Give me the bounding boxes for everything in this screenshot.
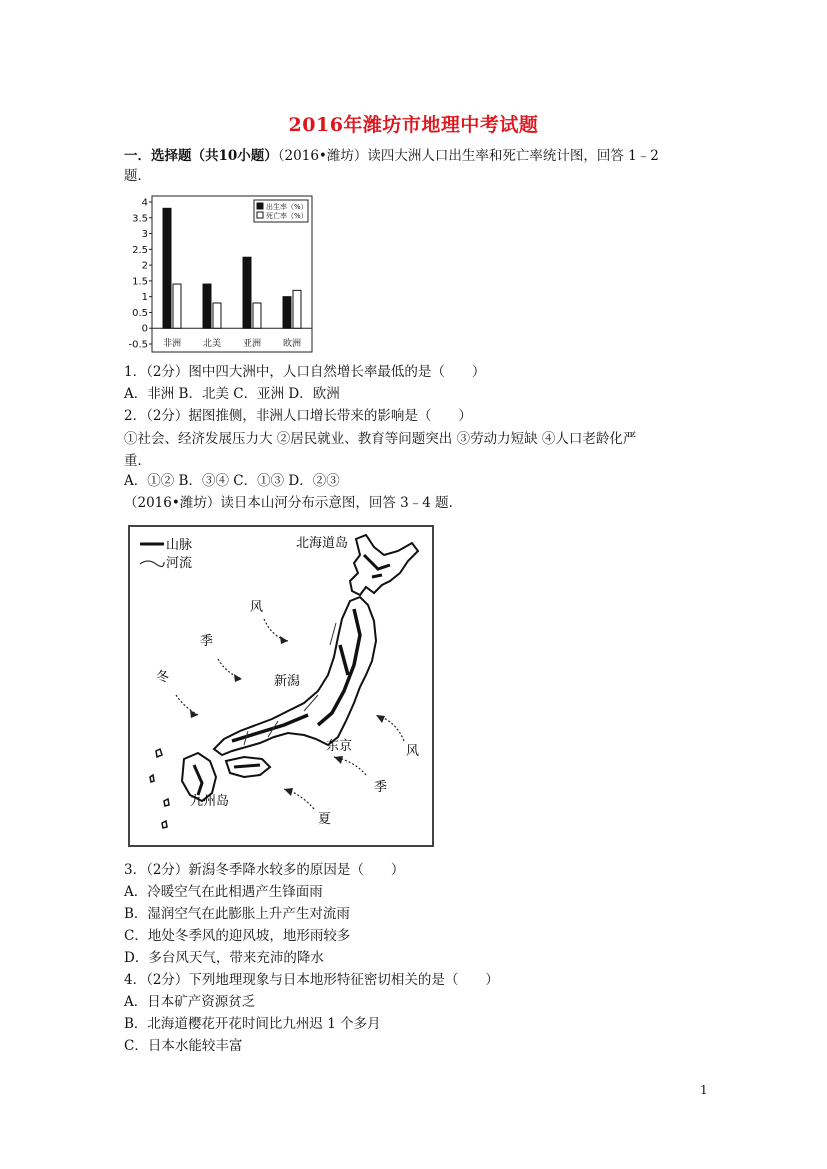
hokkaido-label: 北海道岛 — [296, 536, 349, 551]
question-4-option-b: B．北海道樱花开花时间比九州迟 1 个多月 — [124, 1016, 381, 1032]
question-2-statements-cont: 重． — [124, 453, 151, 469]
question-4-option-a: A．日本矿产资源贫乏 — [124, 994, 256, 1010]
y-tick-label: 3.5 — [132, 213, 148, 225]
question-4-option-c: C．日本水能较丰富 — [124, 1038, 243, 1054]
category-label: 北美 — [202, 339, 222, 349]
section-intro — [124, 146, 659, 166]
intro-3-4: （2016•潍坊）读日本山河分布示意图，回答 3﹣4 题． — [124, 495, 463, 511]
question-1: 1．（2分）图中四大洲中，人口自然增长率最低的是（ ） — [124, 364, 486, 380]
y-tick-label: 0.5 — [132, 307, 148, 319]
y-tick-label: 1 — [141, 292, 148, 304]
question-3: 3．（2分）新潟冬季降水较多的原因是（ ） — [124, 862, 405, 878]
question-2-statements: ①社会、经济发展压力大 ②居民就业、教育等问题突出 ③劳动力短缺 ④人口老龄化严 — [124, 431, 637, 447]
winter-label-2: 季 — [200, 634, 214, 649]
death-rate-bar — [213, 303, 221, 328]
y-tick-label: 2.5 — [132, 244, 148, 256]
y-tick-label: 3 — [141, 229, 148, 241]
japan-map-svg — [128, 525, 434, 847]
kyushu-label: 九州岛 — [190, 794, 230, 809]
legend-swatch — [257, 212, 263, 218]
legend-label: 出生率（%） — [266, 203, 308, 211]
shikoku-mountains — [234, 765, 260, 767]
section-heading: 一．选择题（共10小题） — [124, 148, 278, 164]
bar-chart-svg — [124, 192, 316, 356]
summer-label-3: 夏 — [318, 812, 332, 827]
question-1-options: A．非洲 B．北美 C．亚洲 D．欧洲 — [124, 386, 340, 402]
birth-rate-bar — [203, 284, 211, 328]
question-4: 4．（2分）下列地理现象与日本地形特征密切相关的是（ ） — [124, 972, 499, 988]
winter-label-3: 冬 — [156, 670, 170, 685]
chart-legend — [254, 200, 308, 222]
birth-rate-bar — [163, 208, 171, 328]
mountain-legend-label: 山脉 — [166, 538, 193, 553]
page-title: 2016年潍坊市地理中考试题 — [288, 114, 539, 136]
death-rate-bar — [293, 290, 301, 328]
y-tick-label: 4 — [141, 197, 148, 209]
question-2-options: A．①② B．③④ C．①③ D．②③ — [124, 473, 340, 489]
death-rate-bar — [253, 303, 261, 328]
y-tick-label: -0.5 — [128, 339, 148, 351]
birth-rate-bar — [243, 257, 251, 328]
section-intro-cont: 题． — [124, 168, 151, 184]
y-tick-label: 1.5 — [132, 276, 148, 288]
tokyo-label: 东京 — [326, 739, 353, 754]
river-legend-label: 河流 — [166, 556, 193, 571]
question-3-option-d: D．多台风天气，带来充沛的降水 — [124, 950, 324, 966]
niigata-label: 新潟 — [274, 674, 301, 689]
japan-map — [128, 525, 434, 847]
summer-label-2: 季 — [374, 780, 388, 795]
category-label: 非洲 — [162, 339, 182, 349]
y-tick-label: 0 — [141, 323, 148, 335]
question-3-option-b: B．湿润空气在此膨胀上升产生对流雨 — [124, 906, 350, 922]
question-3-option-c: C．地处冬季风的迎风坡，地形雨较多 — [124, 928, 351, 944]
summer-label-1: 风 — [406, 744, 420, 759]
birth-rate-bar — [283, 297, 291, 329]
legend-swatch — [257, 203, 263, 209]
category-label: 欧洲 — [282, 339, 302, 349]
legend-label: 死亡率（%） — [266, 212, 308, 220]
winter-label-1: 风 — [250, 600, 264, 615]
question-3-option-a: A．冷暖空气在此相遇产生锋面雨 — [124, 884, 323, 900]
population-rate-chart — [124, 192, 316, 356]
page-number: 1 — [700, 1083, 708, 1097]
category-label: 亚洲 — [242, 339, 262, 349]
death-rate-bar — [173, 284, 181, 328]
y-tick-label: 2 — [141, 260, 148, 272]
section-intro-text: （2016•潍坊）读四大洲人口出生率和死亡率统计图，回答 1﹣2 — [277, 148, 659, 164]
question-2: 2．（2分）据图推侧，非洲人口增长带来的影响是（ ） — [124, 408, 472, 424]
